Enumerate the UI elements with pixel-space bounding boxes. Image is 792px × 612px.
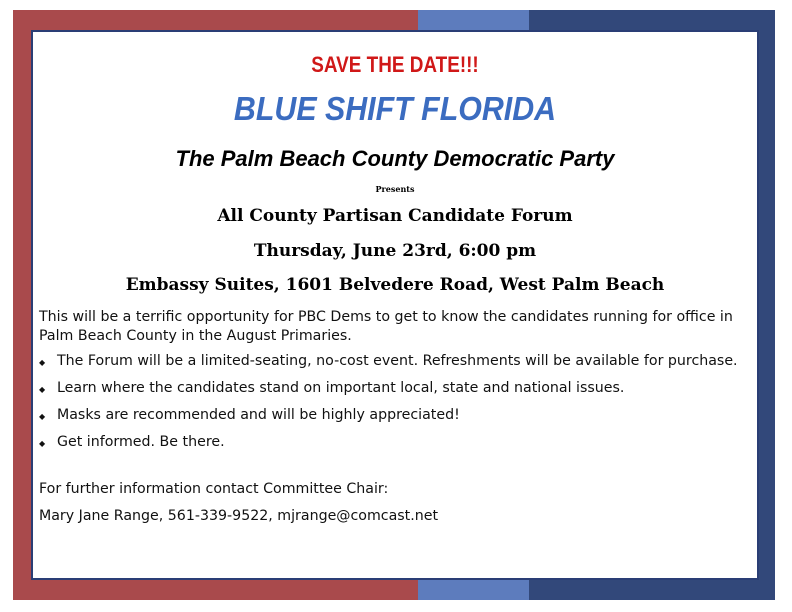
intro-paragraph: This will be a terrific opportunity for PBC Dems to get to know the candidates running for office in Palm Beach County in the August Primaries. bbox=[39, 309, 733, 344]
diamond-bullet-icon: ◆ bbox=[39, 412, 46, 421]
diamond-bullet-icon: ◆ bbox=[39, 358, 46, 367]
event-location: Embassy Suites, 1601 Belvedere Road, West Palm Beach bbox=[125, 275, 665, 295]
contact-prompt: For further information contact Committee Chair: bbox=[39, 481, 389, 497]
contact-details: Mary Jane Range, 561-339-9522, mjrange@comcast.net bbox=[39, 508, 439, 524]
event-name: All County Partisan Candidate Forum bbox=[217, 206, 573, 226]
list-item-text: Get informed. Be there. bbox=[57, 434, 225, 450]
list-item bbox=[35, 433, 751, 452]
list-item-text: The Forum will be a limited-seating, no-cost event. Refreshments will be available for purchase. bbox=[57, 353, 738, 369]
list-item bbox=[35, 352, 751, 371]
diamond-bullet-icon: ◆ bbox=[39, 439, 46, 448]
flyer-panel bbox=[35, 34, 755, 576]
organizer-name: The Palm Beach County Democratic Party bbox=[175, 146, 615, 171]
save-the-date-heading: SAVE THE DATE!!! bbox=[311, 52, 479, 77]
presents-label: Presents bbox=[375, 184, 415, 194]
headline: BLUE SHIFT FLORIDA bbox=[233, 90, 557, 127]
details-list bbox=[35, 352, 751, 460]
list-item-text: Masks are recommended and will be highly appreciated! bbox=[57, 407, 460, 423]
list-item bbox=[35, 406, 751, 425]
event-datetime: Thursday, June 23rd, 6:00 pm bbox=[253, 241, 537, 261]
list-item-text: Learn where the candidates stand on important local, state and national issues. bbox=[57, 380, 625, 396]
list-item bbox=[35, 379, 751, 398]
diamond-bullet-icon: ◆ bbox=[39, 385, 46, 394]
